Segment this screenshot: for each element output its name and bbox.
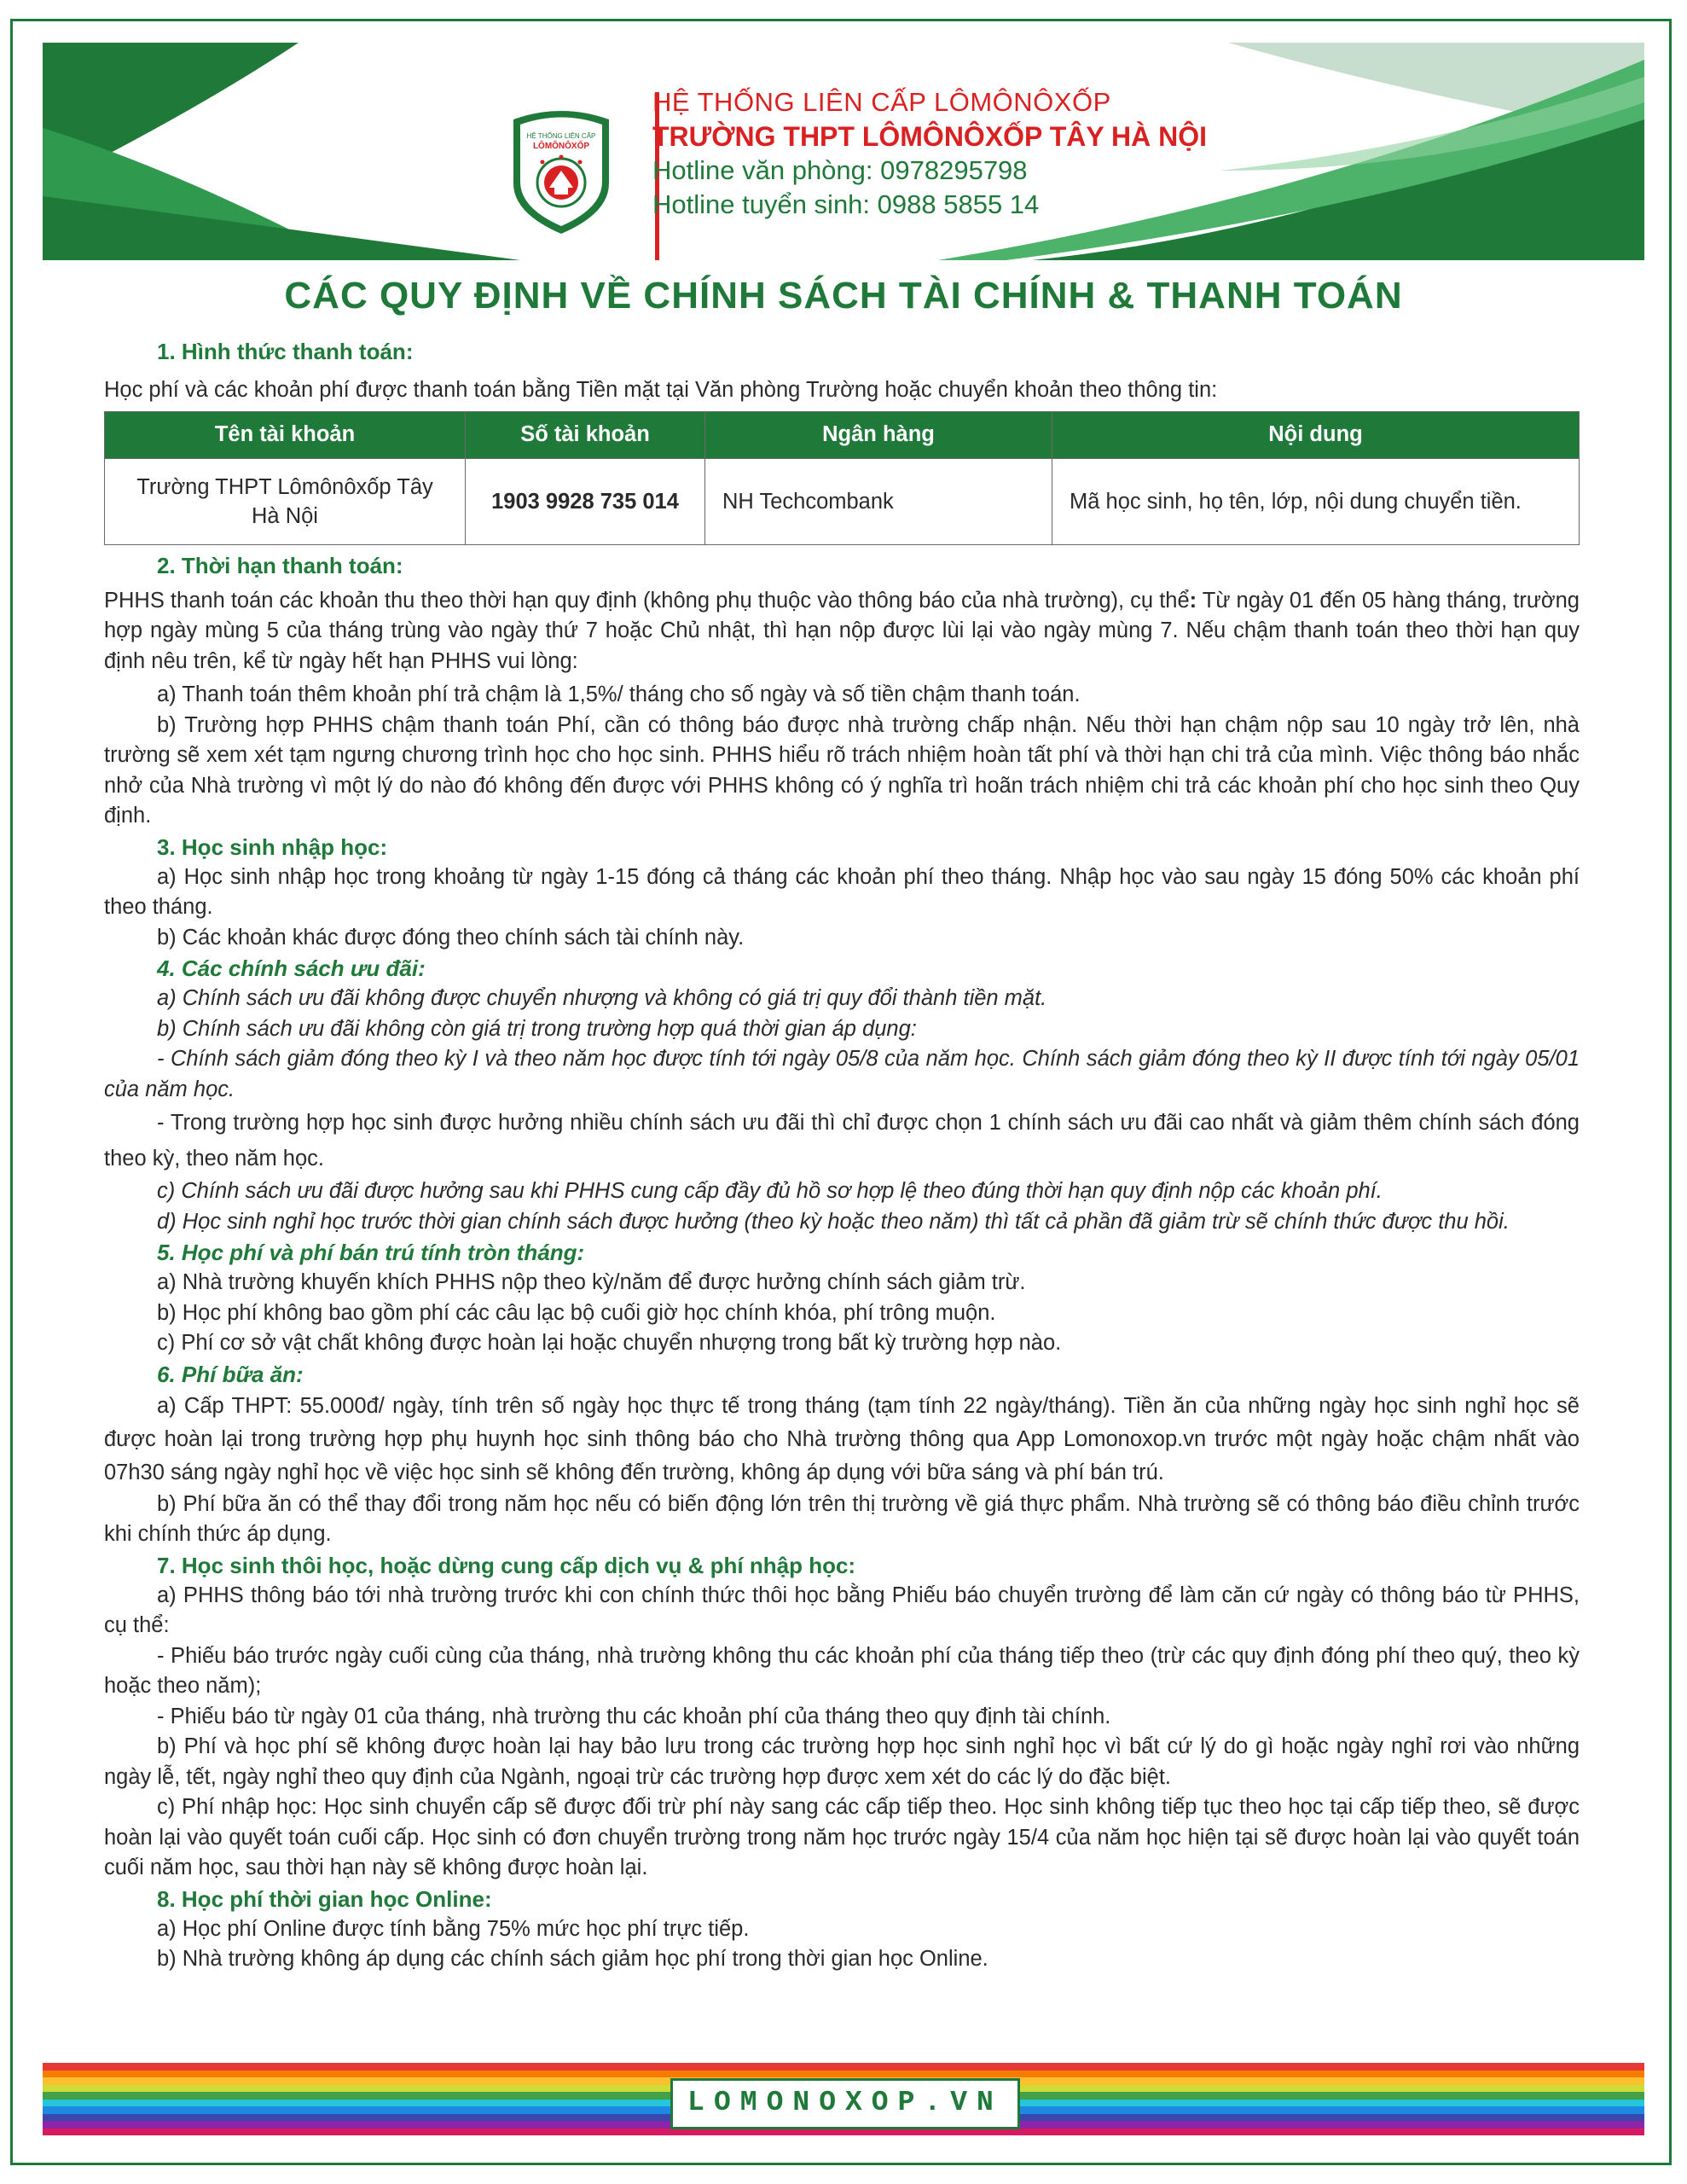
footer-rainbow xyxy=(43,2063,1644,2150)
section-5-heading: 5. Học phí và phí bán trú tính tròn tháng: xyxy=(157,1240,585,1265)
section-4-item-c: c) Chính sách ưu đãi được hưởng sau khi PHHS cung cấp đầy đủ hồ sơ hợp lệ theo đúng thời hạn quy định nộp các khoản phí. xyxy=(157,1179,1383,1203)
col-account-name: Tên tài khoản xyxy=(105,411,466,458)
section-8-item-b: b) Nhà trường không áp dụng các chính sách giảm học phí trong thời gian học Online. xyxy=(157,1947,988,1971)
section-6-item-b: b) Phí bữa ăn có thể thay đổi trong năm học nếu có biến động lớn trên thị trường về giá thực phẩm. Nhà trường sẽ có thông báo điều chỉnh trước khi chính thức áp dụng. xyxy=(104,1491,1580,1546)
page-title: CÁC QUY ĐỊNH VỀ CHÍNH SÁCH TÀI CHÍNH & THANH TOÁN xyxy=(284,275,1403,317)
section-3-heading: 3. Học sinh nhập học: xyxy=(157,834,388,860)
section-6-item-a: a) Cấp THPT: 55.000đ/ ngày, tính trên số ngày học thực tế trong tháng (tạm tính 22 ngày/tháng). Tiền ăn của những ngày học sinh nghỉ học sẽ được hoàn lại trong trường hợp phụ huynh học sinh thông báo cho Nhà trường thông qua App Lomonoxop.vn trước một ngày hoặc chậm nhất vào 07h30 sáng ngày nghỉ học về việc học sinh sẽ không đến trường, không áp dụng với bữa sáng và phí bán trú. xyxy=(104,1393,1580,1484)
account-name-cell: Trường THPT Lômônôxốp Tây Hà Nội xyxy=(105,458,466,544)
account-number-cell: 1903 9928 735 014 xyxy=(466,458,705,544)
footer-stripe xyxy=(43,2071,1644,2078)
header-text xyxy=(652,85,1207,222)
bank-cell: NH Techcombank xyxy=(705,458,1052,544)
school-logo xyxy=(505,102,617,235)
col-content: Nội dung xyxy=(1052,411,1580,458)
section-4-item-b1: - Chính sách giảm đóng theo kỳ I và theo năm học được tính tới ngày 05/8 của năm học. Chính sách giảm đóng theo kỳ II được tính tới ngày 05/01 của năm học. xyxy=(104,1047,1580,1101)
section-8-item-a: a) Học phí Online được tính bằng 75% mức học phí trực tiếp. xyxy=(157,1916,750,1941)
section-7-item-a2: - Phiếu báo từ ngày 01 của tháng, nhà trường thu các khoản phí của tháng theo quy định tài chính. xyxy=(157,1704,1111,1728)
transfer-content-cell: Mã học sinh, họ tên, lớp, nội dung chuyển tiền. xyxy=(1052,458,1580,544)
section-2-item-b: b) Trường hợp PHHS chậm thanh toán Phí, cần có thông báo được nhà trường chấp nhận. Nếu thời hạn chậm nộp sau 10 ngày trở lên, nhà trường sẽ xem xét tạm ngưng chương trình học cho học sinh. PHHS hiểu rõ trách nhiệm hoàn tất phí và thời hạn chi trả của mình. Việc thông báo nhắc nhở của Nhà trường vì một lý do nào đó không đến được với PHHS không có ý nghĩa trì hoãn trách nhiệm chi trả các khoản phí cho học sinh theo Quy định. xyxy=(104,712,1580,828)
logo-top-text: HỆ THỐNG LIÊN CẤP xyxy=(526,132,596,140)
section-2-heading: 2. Thời hạn thanh toán: xyxy=(157,552,403,578)
section-7-item-c: c) Phí nhập học: Học sinh chuyển cấp sẽ được đối trừ phí này sang các cấp tiếp theo. Học sinh không tiếp tục theo học tại cấp tiếp theo, sẽ được hoàn lại vào quyết toán cuối cấp. Học sinh có đơn chuyển trường trong năm học trước ngày 15/4 của năm học hiện tại sẽ được hoàn lại vào quyết toán cuối năm học, sau thời hạn này sẽ không được hoàn lại. xyxy=(104,1795,1580,1879)
section-6-heading: 6. Phí bữa ăn: xyxy=(157,1361,304,1387)
col-account-number: Số tài khoản xyxy=(466,411,705,458)
section-5-item-c: c) Phí cơ sở vật chất không được hoàn lại hoặc chuyển nhượng trong bất kỳ trường hợp nào. xyxy=(157,1331,1062,1355)
table-row xyxy=(105,458,1580,544)
section-3-item-b: b) Các khoản khác được đóng theo chính sách tài chính này. xyxy=(157,925,745,950)
section-2-intro-colon: : xyxy=(1189,588,1197,613)
section-2-intro-a: PHHS thanh toán các khoản thu theo thời hạn quy định (không phụ thuộc vào thông báo của nhà trường), cụ thể xyxy=(104,588,1190,613)
section-7-item-a1: - Phiếu báo trước ngày cuối cùng của tháng, nhà trường không thu các khoản phí của tháng tiếp theo (trừ các quy định đóng phí theo quý, theo kỳ hoặc theo năm); xyxy=(104,1643,1580,1698)
section-4-heading: 4. Các chính sách ưu đãi: xyxy=(157,956,426,981)
section-2-item-a: a) Thanh toán thêm khoản phí trả chậm là 1,5%/ tháng cho số ngày và số tiền chậm thanh toán. xyxy=(157,682,1081,706)
section-5-item-b: b) Học phí không bao gồm phí các câu lạc bộ cuối giờ học chính khóa, phí trông muộn. xyxy=(157,1300,996,1325)
logo-name-text: LÔMÔNÔXỐP xyxy=(532,142,590,151)
section-3-item-a: a) Học sinh nhập học trong khoảng từ ngày 1-15 đóng cả tháng các khoản phí theo tháng. Nhập học vào sau ngày 15 đóng 50% các khoản phí theo tháng. xyxy=(104,864,1580,919)
section-4-item-b2: - Trong trường hợp học sinh được hưởng nhiều chính sách ưu đãi thì chỉ được chọn 1 chính sách ưu đãi cao nhất và giảm thêm chính sách đóng theo kỳ, theo năm học. xyxy=(104,1111,1580,1170)
col-bank: Ngân hàng xyxy=(705,411,1052,458)
section-1-intro: Học phí và các khoản phí được thanh toán bằng Tiền mặt tại Văn phòng Trường hoặc chuyển khoản theo thông tin: xyxy=(104,378,1218,402)
footer-stripe xyxy=(43,2063,1644,2071)
section-4-item-a: a) Chính sách ưu đãi không được chuyển nhượng và không có giá trị quy đổi thành tiền mặt. xyxy=(157,986,1047,1010)
section-2-intro xyxy=(104,586,1580,677)
section-1-heading: 1. Hình thức thanh toán: xyxy=(157,339,414,364)
section-8-heading: 8. Học phí thời gian học Online: xyxy=(157,1885,492,1912)
policy-content xyxy=(104,336,1580,1975)
section-4-item-b: b) Chính sách ưu đãi không còn giá trị trong trường hợp quá thời gian áp dụng: xyxy=(157,1016,917,1041)
section-7-item-a: a) PHHS thông báo tới nhà trường trước khi con chính thức thôi học bằng Phiếu báo chuyển trường để làm căn cứ ngày có thông báo từ PHHS, cụ thể: xyxy=(104,1583,1580,1637)
admission-hotline: Hotline tuyển sinh: 0988 5855 14 xyxy=(652,189,1040,219)
school-name: TRƯỜNG THPT LÔMÔNÔXỐP TÂY HÀ NỘI xyxy=(652,121,1208,152)
section-7-item-b: b) Phí và học phí sẽ không được hoàn lại hay bảo lưu trong các trường hợp học sinh nghỉ học vì bất cứ lý do gì hoặc ngày nghỉ rơi vào những ngày lễ, tết, ngày nghỉ theo quy định của Ngành, ngoại trừ các trường hợp được xem xét do các lý do đặc biệt. xyxy=(104,1734,1580,1789)
system-name: HỆ THỐNG LIÊN CẤP LÔMÔNÔXỐP xyxy=(652,87,1111,117)
section-5-item-a: a) Nhà trường khuyến khích PHHS nộp theo kỳ/năm để được hưởng chính sách giảm trừ. xyxy=(157,1270,1026,1294)
office-hotline: Hotline văn phòng: 0978295798 xyxy=(652,155,1028,185)
table-header-row xyxy=(105,411,1580,458)
section-7-heading: 7. Học sinh thôi học, hoặc dừng cung cấp dịch vụ & phí nhập học: xyxy=(157,1552,856,1578)
bank-account-table xyxy=(104,411,1580,545)
section-2-intro-b: Từ ngày 01 đến 05 hàng tháng, trường hợp ngày mùng 5 của tháng trùng vào ngày thứ 7 hoặc Chủ nhật, thì hạn nộp được lùi lại vào ngày mùng 7. Nếu chậm thanh toán theo thời hạn quy định nêu trên, kể từ ngày hết hạn PHHS vui lòng: xyxy=(104,588,1580,673)
website-link[interactable]: LOMONOXOP.VN xyxy=(670,2078,1020,2129)
section-4-item-d: d) Học sinh nghỉ học trước thời gian chính sách được hưởng (theo kỳ hoặc theo năm) thì tất cả phần đã giảm trừ sẽ chính thức được thu hồi. xyxy=(157,1209,1510,1234)
